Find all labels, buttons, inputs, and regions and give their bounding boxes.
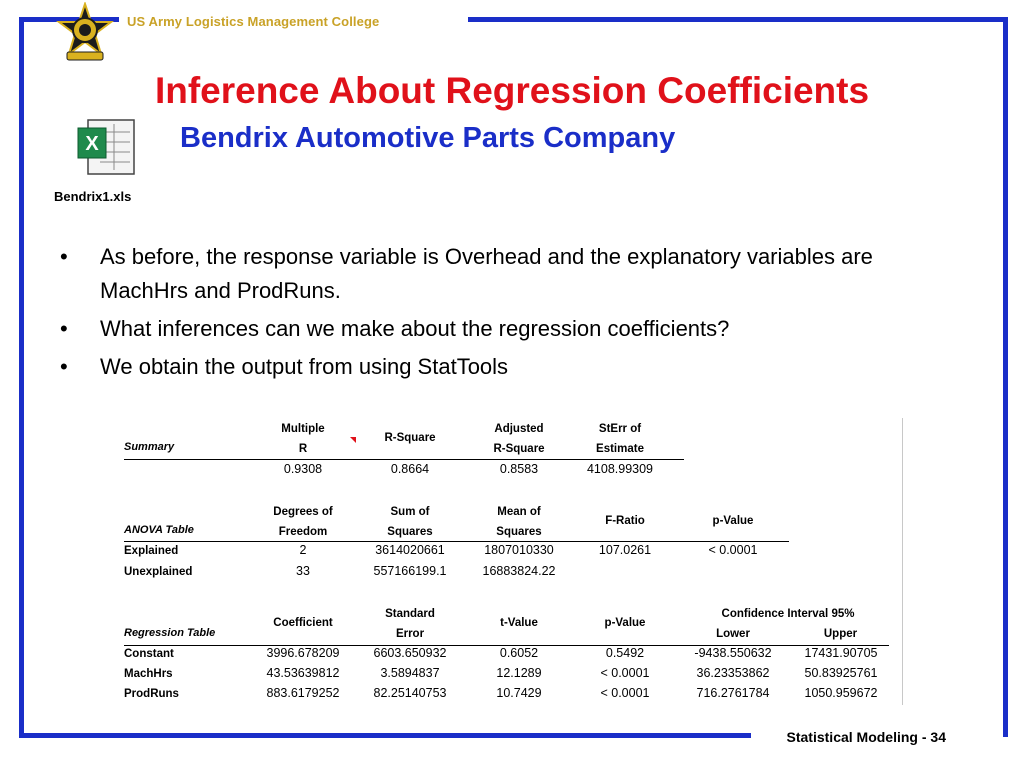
regression-cell: 6603.650932 [373,646,447,660]
regression-cell: 50.83925761 [804,666,878,680]
comment-marker-icon [350,437,356,443]
regression-cell: < 0.0001 [600,686,650,700]
bullet-dot: • [60,354,68,379]
summary-header [474,419,564,459]
summary-header [365,428,455,448]
regression-cell: 17431.90705 [804,646,878,660]
anova-cell: 1807010330 [484,543,554,557]
regression-row-label: Constant [124,648,174,660]
regression-header-text: Coefficient [273,617,333,629]
summary-header-text: Multiple R [281,423,325,455]
regression-cell: 43.53639812 [266,666,340,680]
regression-header-text: p-Value [604,617,646,629]
ci-sub-header: Lower [716,628,750,640]
bullet-item [60,240,960,308]
ci-sub-header: Upper [823,628,858,640]
anova-cell: 2 [299,543,307,557]
anova-header-rule [124,541,789,542]
bullet-dot: • [60,316,68,341]
regression-row-label: ProdRuns [124,688,179,700]
bullet-text: As before, the response variable is Overhead and the explanatory variables are MachHrs and ProdRuns. [100,244,873,303]
regression-header [258,613,348,633]
summary-value: 0.9308 [283,462,323,476]
regression-cell: 1050.959672 [804,686,878,700]
anova-cell: < 0.0001 [708,543,758,557]
bullet-list [60,240,960,388]
regression-cell: 12.1289 [496,666,542,680]
anova-header-text: Mean of Squares [496,506,542,538]
regression-label: Regression Table [124,627,216,639]
summary-header-text: R-Square [384,432,436,444]
anova-header [580,511,670,531]
summary-header [258,419,348,459]
bullet-item [60,350,960,384]
summary-label: Summary [124,441,175,453]
ci-header: Confidence Interval 95% [721,608,855,620]
summary-value: 4108.99309 [586,462,654,476]
regression-cell: -9438.550632 [694,646,772,660]
regression-cell: 10.7429 [496,686,542,700]
anova-cell: 3614020661 [375,543,445,557]
summary-value: 0.8583 [499,462,539,476]
anova-header [688,511,778,531]
anova-cell: 33 [296,564,310,578]
regression-cell: 716.2761784 [696,686,770,700]
anova-label: ANOVA Table [124,524,194,536]
army-logistics-crest-icon [55,2,115,64]
regression-cell: 3996.678209 [266,646,340,660]
anova-cell: 557166199.1 [373,564,447,578]
frame-right-bar [1003,17,1008,737]
college-name: US Army Logistics Management College [127,14,380,29]
regression-header [365,604,455,644]
anova-header [258,502,348,542]
bullet-item [60,312,960,346]
summary-header-text: StErr of Estimate [596,423,644,455]
regression-header-text: t-Value [500,617,538,629]
anova-row-label: Unexplained [124,566,193,578]
regression-row-label: MachHrs [124,668,173,680]
regression-cell: 0.5492 [605,646,645,660]
summary-header-text: Adjusted R-Square [493,423,545,455]
summary-header [570,419,670,459]
regression-header-text: Standard Error [385,608,435,640]
regression-cell: 3.5894837 [380,666,440,680]
anova-cell: 107.0261 [598,543,652,557]
regression-header [580,613,670,633]
anova-header [474,502,564,542]
frame-top-right-bar [468,17,1008,22]
slide-subtitle: Bendrix Automotive Parts Company [180,122,676,154]
regression-cell: 883.6179252 [266,686,340,700]
anova-header-text: F-Ratio [605,515,645,527]
anova-header-text: Degrees of Freedom [273,506,333,538]
slide-title: Inference About Regression Coefficients [154,70,870,111]
regression-cell: < 0.0001 [600,666,650,680]
frame-left-bar [19,17,24,737]
summary-value: 0.8664 [390,462,430,476]
bullet-dot: • [60,244,68,269]
anova-header [365,502,455,542]
anova-header-text: Sum of Squares [387,506,433,538]
summary-header-rule [124,459,684,460]
anova-cell: 16883824.22 [482,564,556,578]
regression-cell: 0.6052 [499,646,539,660]
anova-row-label: Explained [124,545,179,557]
regression-cell: 36.23353862 [696,666,770,680]
regression-cell: 82.25140753 [373,686,447,700]
anova-header-text: p-Value [712,515,754,527]
svg-text:X: X [85,133,99,155]
frame-bottom-bar [19,733,751,738]
bullet-text: What inferences can we make about the regression coefficients? [100,316,730,341]
excel-file-icon[interactable] [76,118,138,176]
file-name-label[interactable]: Bendrix1.xls [54,189,132,204]
bullet-text: We obtain the output from using StatTools [100,354,509,379]
regression-header [474,613,564,633]
slide-footer: Statistical Modeling - 34 [779,729,954,745]
